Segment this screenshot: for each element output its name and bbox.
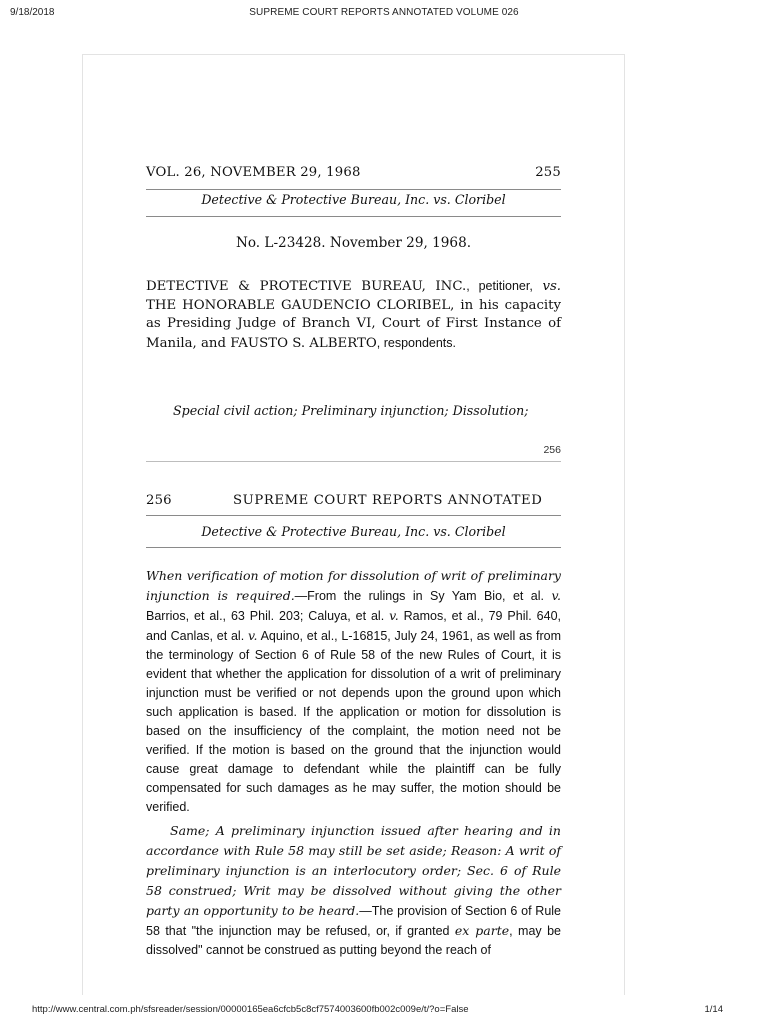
paragraph-2-heading: Same; A preliminary injunction issued after hearing and in accordance with Rule 58 may still be set aside; Reason: A writ of preliminary injunction is an interlocutory order; Sec. 6 of Rule 58 construed; Writ may be dissolved without giving the other party an opportunity to be heard. <box>146 823 561 918</box>
case-title-256: Detective & Protective Bureau, Inc. vs. Cloribel <box>201 524 506 539</box>
syllabus-paragraph-1 <box>146 566 561 817</box>
paragraph-1-heading: When verification of motion for dissolution of writ of preliminary injunction is required. <box>146 568 561 603</box>
ex-parte-term: ex parte <box>454 923 510 938</box>
page-url: http://www.central.com.ph/sfsreader/session/00000165ea6cfcb5c8cf7574003600fb002c009e/t/?o=False <box>32 1004 469 1015</box>
versus: v. <box>247 628 258 643</box>
paragraph-2-text: , may be dissolved" cannot be construed as putting beyond the reach of <box>146 924 561 957</box>
parties-block <box>146 277 561 353</box>
print-date: 9/18/2018 <box>10 7 55 18</box>
running-head-256 <box>83 493 624 511</box>
respondent-judge: THE HONORABLE GAUDENCIO CLORIBEL <box>146 297 451 313</box>
petitioner-name: DETECTIVE & PROTECTIVE BUREAU, INC. <box>146 279 467 294</box>
petitioner-role: , petitioner, <box>466 279 533 293</box>
running-head-255 <box>83 165 624 183</box>
print-title: SUPREME COURT REPORTS ANNOTATED VOLUME 026 <box>249 7 519 18</box>
paragraph-1-text: Ramos, et al., 79 Phil. 640, and Canlas, et al. <box>146 609 561 643</box>
print-header <box>0 0 768 26</box>
volume-line: VOL. 26, NOVEMBER 29, 1968 <box>146 165 361 180</box>
paragraph-2-text: —The provision of Section 6 of Rule 58 that "the injunction may be refused, or, if granted <box>146 904 562 938</box>
syllabus-body <box>146 566 561 960</box>
document-page <box>82 54 625 995</box>
rule-divider <box>146 515 561 516</box>
versus: v. <box>389 608 399 623</box>
case-title-255: Detective & Protective Bureau, Inc. vs. Cloribel <box>201 192 506 207</box>
syllabus-paragraph-2 <box>146 821 561 960</box>
respondents-role: , respondents. <box>376 335 456 350</box>
paragraph-1-text: Aquino, et al., L-16815, July 24, 1961, as well as from the terminology of Section 6 of Rule 58 of the new Rules of Court, it is evident that whether the application for dissolution of a writ of preliminary injunction must be verified or not depends upon the ground upon which such application is based. If the application or motion for dissolution is based on the insufficiency of the complaint, the motion need not be verified. If the motion is based on the ground that the injunction would cause great damage to defendant while the plaintiff can be fully compensated for such damages as he may suffer, the motion should be verified. <box>146 629 561 814</box>
versus: vs. <box>542 279 562 294</box>
page-number-255: 255 <box>535 165 561 180</box>
page-separator <box>146 461 561 462</box>
judge-capacity: , in his capacity as Presiding Judge of Branch VI, Court of First Instance of Manila, and <box>146 297 561 351</box>
reporter-name: SUPREME COURT REPORTS ANNOTATED <box>233 493 543 508</box>
syllabus-heading: Special civil action; Preliminary injunction; Dissolution; <box>173 403 529 418</box>
rule-divider <box>146 216 561 217</box>
paragraph-1-text: Barrios, et al., 63 Phil. 203; Caluya, et al. <box>146 609 390 623</box>
page-break-marker: 256 <box>543 444 561 456</box>
versus: v. <box>551 588 561 603</box>
rule-divider <box>146 189 561 190</box>
page-indicator: 1/14 <box>704 1004 723 1015</box>
case-number: No. L-23428. November 29, 1968. <box>235 235 472 251</box>
respondent-other: FAUSTO S. ALBERTO <box>230 335 377 351</box>
rule-divider <box>146 547 561 548</box>
paragraph-1-text: —From the rulings in Sy Yam Bio, et al. <box>294 589 552 603</box>
print-footer <box>0 998 768 1024</box>
page-number-256: 256 <box>146 493 172 508</box>
